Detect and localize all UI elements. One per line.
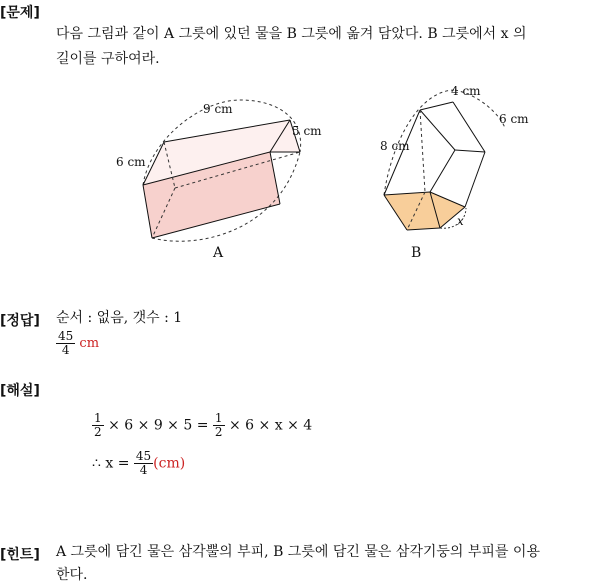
a-caption: A bbox=[213, 245, 224, 261]
solution-answer-unit: (cm) bbox=[153, 455, 186, 472]
solution-answer-fraction: $\frac{45}{4}$ bbox=[135, 449, 152, 477]
problem-line-2: 길이를 구하여라. bbox=[56, 51, 160, 67]
fraction-half-1: $\frac{1}{2}$ bbox=[94, 411, 102, 439]
a-depth-label: 5 cm bbox=[292, 124, 322, 138]
b-side-label: 6 cm bbox=[499, 112, 529, 126]
container-a bbox=[116, 100, 322, 261]
container-b bbox=[380, 84, 529, 261]
problem-label: [문제] bbox=[0, 5, 40, 21]
b-caption: B bbox=[411, 245, 422, 261]
problem-line-1: 다음 그림과 같이 A 그릇에 있던 물을 B 그릇에 옮겨 담았다. B 그릇에서 x 의 bbox=[56, 26, 527, 42]
answer-denominator: 4 bbox=[61, 343, 70, 357]
solution-label: [해설] bbox=[0, 383, 40, 399]
a-len-label: 9 cm bbox=[203, 102, 233, 116]
answer-numerator: 45 bbox=[58, 329, 74, 343]
fraction-half-2: $\frac{1}{2}$ bbox=[214, 411, 223, 439]
answer-value bbox=[56, 330, 99, 357]
b-top-label: 4 cm bbox=[451, 84, 481, 98]
solution-equation-1 bbox=[92, 412, 312, 439]
b-len-label: 8 cm bbox=[380, 139, 410, 153]
answer-order-text: 순서 : 없음, 갯수 : 1 bbox=[56, 310, 183, 326]
eq-right-text: × 6 × x × 4 bbox=[229, 417, 313, 434]
hint-label: [힌트] bbox=[0, 547, 40, 563]
answer-label: [정답] bbox=[0, 313, 40, 329]
b-x-label: x bbox=[457, 214, 464, 228]
answer-unit: cm bbox=[79, 336, 100, 351]
answer-fraction bbox=[56, 330, 75, 357]
hint-line-1: A 그릇에 담긴 물은 삼각뿔의 부피, B 그릇에 담긴 물은 삼각기둥의 부피를 이용 bbox=[56, 544, 540, 560]
therefore-text: ∴ x = bbox=[92, 455, 130, 472]
eq-left-text: × 6 × 9 × 5 = bbox=[108, 417, 209, 434]
solution-equation-2 bbox=[92, 450, 185, 477]
hint-line-2: 한다. bbox=[56, 567, 88, 583]
a-height-label: 6 cm bbox=[116, 155, 146, 169]
figure-containers bbox=[0, 80, 589, 280]
